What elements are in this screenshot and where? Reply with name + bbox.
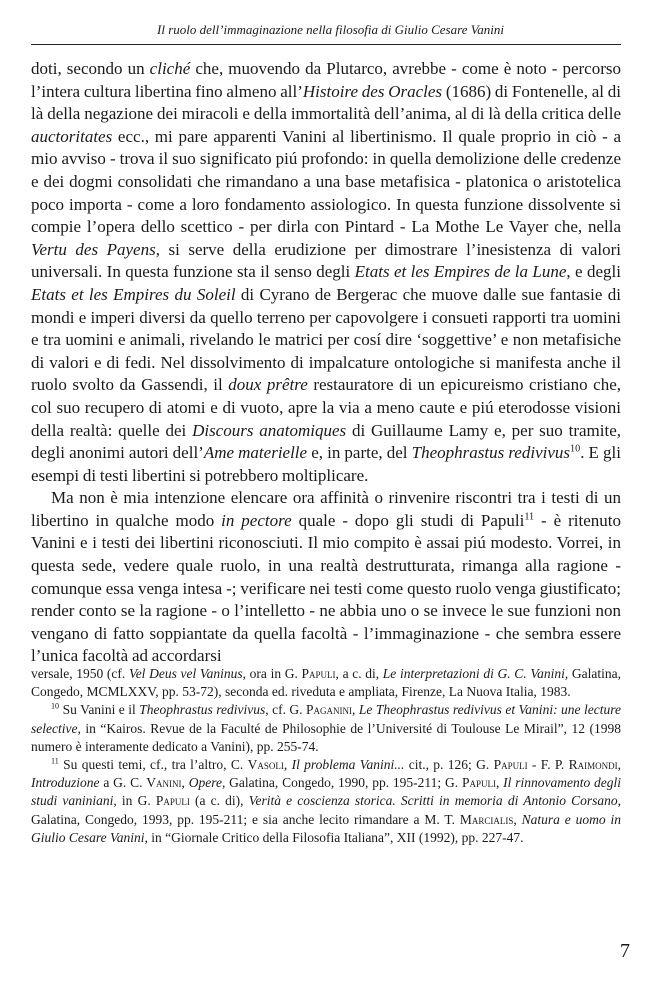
text-run: versale, 1950 (cf.	[31, 666, 129, 681]
footnote-continuation	[31, 665, 621, 701]
title-citation: Il problema Vanini...	[291, 757, 405, 773]
text-run: , a c. di,	[335, 666, 383, 681]
title-citation: Theophrastus redivivus	[411, 443, 571, 463]
footnote-number: 10	[51, 701, 60, 711]
text-run: ,	[283, 757, 292, 773]
author-name: Papuli	[155, 793, 190, 809]
text-run: doti, secondo un	[31, 59, 150, 78]
paragraph-1	[31, 58, 621, 487]
author-name: Vanini	[146, 775, 182, 791]
footnote-ref-10[interactable]: 10	[570, 443, 581, 455]
author-name: Marcialis	[459, 811, 514, 827]
footnote-10	[31, 701, 621, 756]
text-run: , Galatina, Congedo, MCMLXXV, pp. 53-72), seconda ed. riveduta e ampliata, Firenze, La Nuova Italia, 1983.	[31, 666, 621, 700]
running-head: Il ruolo dell’immaginazione nella filosofia di Giulio Cesare Vanini	[157, 22, 504, 37]
text-run: ,	[513, 811, 522, 827]
title-citation: Le interpretazioni di G. C. Vanini	[382, 666, 565, 681]
title-citation: Le Theophrastus redivivus et Vanini: une lecture selective	[31, 702, 621, 736]
text-run: di Cyrano de Bergerac che muove dalle sue fantasie di mondi e imperi diversi da quello terreno per capovolgere i consueti rapporti tra uomini e tra uomini e animali, rivelando le matrici per cosí dire ‘soggettive’ e non metafisiche di valori e di fedi. Nel dissolvimento di impalcature ontologiche si manifesta anche il ruolo svolto da Gassendi, il	[31, 284, 621, 395]
text-run: , si serve della erudizione per dimostrare l’inesistenza di valori universali. In questa funzione sta il senso degli	[31, 239, 621, 282]
text-run: , cf. G.	[265, 702, 307, 718]
text-run: - F. P.	[527, 757, 569, 773]
title-citation: Etats et les Empires du Soleil	[31, 284, 236, 304]
text-run: - è ritenuto Vanini e i testi dei libertini riconosciuti. Il mio compito è assai piú modesto. Vorrei, in questa sede, vedere quale ruolo, in una realtà destrutturata, rimanga alla ragione - comunque essa venga intesa -; verificare nei testi come questo ruolo venga giustificato; render conto se la ragione - o l’intelletto - ne abbia uno o se invece le sue funzioni non vengano di fatto soppiantate da quella facoltà - l’immaginazione - che sembra essere l’unica facoltà ad accordarsi	[31, 510, 621, 666]
title-citation: Vertu des Payens	[31, 239, 156, 259]
author-name: Papuli	[461, 775, 496, 791]
title-citation: Il rinnovamento degli studi vaniniani	[31, 775, 622, 809]
italic-term: doux prêtre	[228, 375, 308, 395]
title-citation: Ame materielle	[203, 443, 308, 463]
title-citation: Vel Deus vel Vaninus	[128, 666, 243, 681]
text-run: a G. C.	[99, 775, 147, 791]
text-run: che, muovendo da Plutarco, avrebbe - come è noto - percorso l’intera cultura libertina fino almeno all’	[31, 59, 621, 101]
text-run: Su Vanini e il	[59, 702, 140, 718]
text-run: ,	[352, 702, 359, 718]
text-run: (a c. di),	[189, 793, 249, 809]
header-rule	[31, 44, 621, 45]
author-name: Paganini	[306, 702, 353, 718]
main-text	[31, 58, 621, 668]
author-name: Vasoli	[247, 757, 284, 773]
text-run: ,	[495, 775, 504, 791]
text-run: (1686) di Fontenelle, al di là della negazione dei miracoli e della immortalità dell’anima, al di là della critica delle	[31, 81, 621, 124]
text-run: , in G.	[113, 793, 156, 809]
text-run: ,	[181, 775, 189, 791]
author-name: Papuli	[301, 666, 336, 681]
text-run: , in “Kairos. Revue de la Faculté de Philosophie de l’Université di Toulouse Le Mirail”, 12 (1998 numero è interamente dedicato a Vanini), pp. 255-74.	[31, 720, 621, 754]
footnote-11	[31, 756, 621, 847]
text-run: ,	[617, 757, 622, 773]
text-run: , Galatina, Congedo, 1993, pp. 195-211; e sia anche lecito rimandare a M. T.	[31, 793, 622, 827]
title-citation: Opere	[188, 775, 222, 791]
text-run: e, in parte, del	[307, 443, 412, 463]
text-run: quale - dopo gli studi di Papuli	[291, 510, 525, 530]
text-run: , Galatina, Congedo, 1990, pp. 195-211; G.	[221, 775, 462, 791]
text-run: , in “Giornale Critico della Filosofia Italiana”, XII (1992), pp. 227-47.	[144, 829, 524, 845]
title-citation: Introduzione	[31, 775, 100, 791]
author-name: Raimondi	[568, 757, 618, 773]
paragraph-2	[31, 487, 621, 668]
title-citation: Etats et les Empires de la Lune	[354, 262, 567, 282]
italic-term: cliché	[149, 59, 191, 78]
author-name: Papuli	[493, 757, 528, 773]
title-citation: Theophrastus redivivus	[139, 702, 266, 718]
text-run: , ora in G.	[242, 666, 302, 681]
footnote-ref-11[interactable]: 11	[524, 511, 535, 523]
text-run: . E gli esempi di testi libertini si potrebbero moltiplicare.	[31, 443, 621, 485]
italic-term: in pectore	[221, 510, 292, 530]
text-run: Su questi temi, cf., tra l’altro, C.	[58, 757, 248, 773]
title-citation: Histoire des Oracles	[302, 81, 443, 101]
italic-term: auctoritates	[31, 126, 113, 146]
text-run: di Guillaume Lamy e, per suo tramite, degli anonimi autori dell’	[31, 420, 621, 463]
text-run: ecc., mi pare apparenti Vanini al libertinismo. Il quale proprio in ciò - a mio avviso - trova il suo significato piú profondo: in quella demolizione delle credenze e dei dogmi consolidati che rimandano a una base metafisica - platonica o aristotelica poco importa - come a loro fondamento assiologico. In questa funzione dissolvente si compie l’opera dello scettico - per dirla con Pintard - La Mothe Le Vayer che, nella	[31, 126, 621, 237]
text-run: cit., p. 126; G.	[404, 757, 494, 773]
title-citation: Natura e uomo in Giulio Cesare Vanini	[31, 811, 622, 845]
text-run: Ma non è mia intenzione elencare ora affinità o rinvenire riscontri tra i testi di un libertino in qualche modo	[31, 488, 621, 530]
text-run: restauratore di un epicureismo cristiano che, col suo recupero di atomi e di vuoto, apre la via a meno caute e piú eterodosse visioni della realtà: quelle dei	[31, 375, 621, 440]
footnotes	[31, 665, 621, 847]
page-number: 7	[620, 940, 630, 962]
footnote-number: 11	[51, 756, 59, 766]
text-run: , e degli	[566, 262, 621, 282]
title-citation: Verità e coscienza storica. Scritti in memoria di Antonio Corsano	[248, 793, 618, 809]
title-citation: Discours anatomiques	[192, 420, 347, 440]
